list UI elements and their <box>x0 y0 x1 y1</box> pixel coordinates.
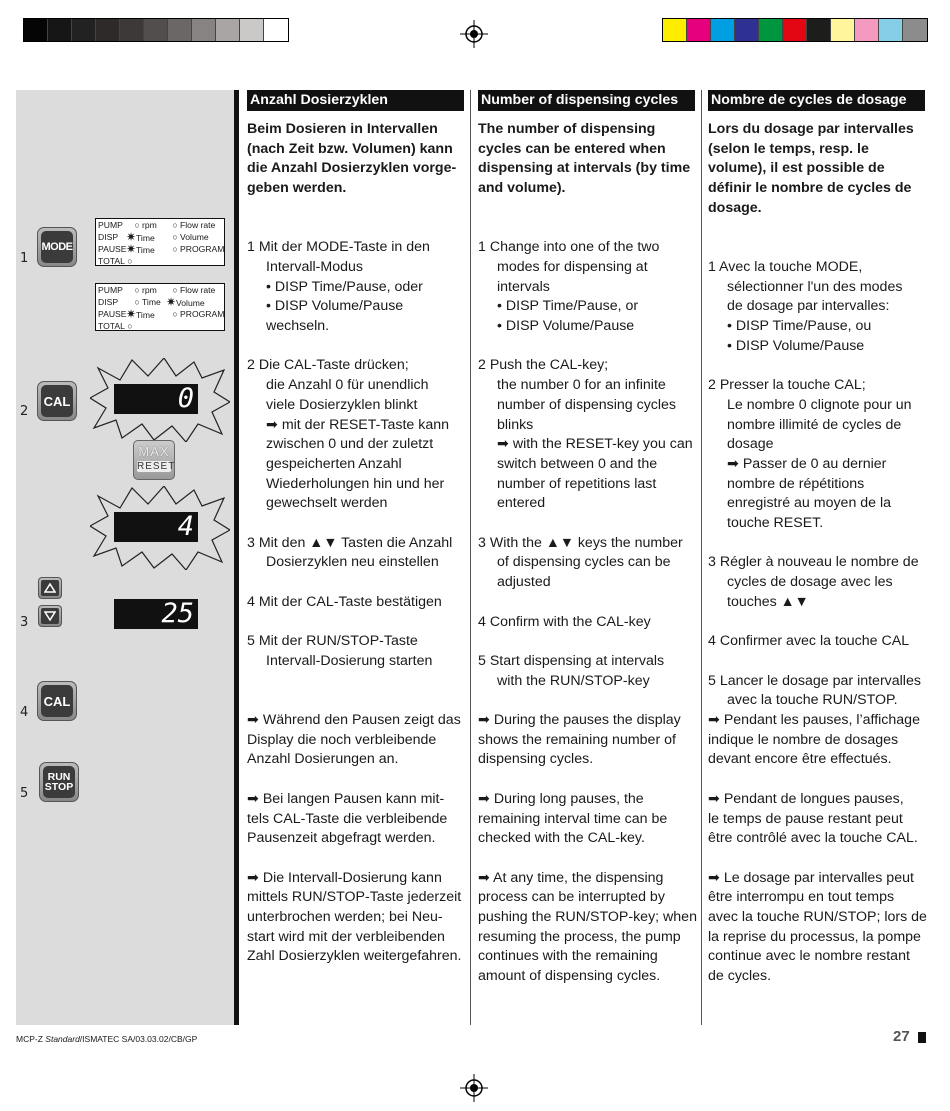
instruction-step-line: nombre de répétitions <box>727 475 865 492</box>
instruction-step-line: 4 Mit der CAL-Taste bestätigen <box>247 593 442 610</box>
flow-rate-label: Flow rate <box>180 285 216 295</box>
note-paragraph-line: indique le nombre de dosages <box>708 731 899 748</box>
step-number-4: 4 <box>20 705 29 720</box>
cal-key-label: CAL <box>41 685 73 717</box>
color-swatch <box>144 19 168 41</box>
standard-text: Standard <box>45 1034 80 1044</box>
rpm-label: rpm <box>142 285 157 295</box>
instruction-step-line: sélectionner l'un des modes <box>727 278 903 295</box>
note-paragraph-line: continues with the remaining <box>478 948 658 965</box>
disp-label: DISP <box>98 297 119 307</box>
color-swatch <box>903 19 927 41</box>
run-label: RUN <box>47 770 71 783</box>
note-paragraph-line: de cycles. <box>708 968 772 985</box>
led-off-icon: ○ <box>134 297 140 307</box>
time-label: Time <box>136 233 155 243</box>
note-paragraph-line: shows the remaining number of <box>478 731 676 748</box>
intro-text-line: The number of dispensing <box>478 121 656 137</box>
instruction-step-line: 1 Change into one of the two <box>478 239 660 256</box>
instruction-step-line: 5 Mit der RUN/STOP-Taste <box>247 633 418 650</box>
color-swatch <box>96 19 120 41</box>
instruction-step-line: 5 Lancer le dosage par intervalles <box>708 672 921 689</box>
note-paragraph-line: Anzahl Dosierungen an. <box>247 751 399 768</box>
instruction-step-line: blinks <box>497 416 534 433</box>
time-label: Time <box>136 310 155 320</box>
reset-label: RESET <box>137 461 176 472</box>
led-off-icon: ○ <box>172 232 178 242</box>
note-paragraph-line: ➡ At any time, the dispensing <box>478 869 664 886</box>
led-off-icon: ○ <box>172 285 178 295</box>
french-column <box>708 90 927 985</box>
instruction-step-line: • DISP Volume/Pause <box>497 318 635 334</box>
program-label: PROGRAM <box>180 309 225 319</box>
color-swatch <box>24 19 48 41</box>
time-label: Time <box>142 297 161 307</box>
instruction-step-line: 5 Start dispensing at intervals <box>478 652 665 669</box>
instruction-step-line: • DISP Time/Pause, or <box>497 298 639 315</box>
triangle-down-icon <box>44 611 56 621</box>
note-paragraph-line: Pausenzeit abgefragt werden. <box>247 830 436 847</box>
lcd-display-zero: 0 <box>114 384 198 414</box>
intro-text-line: définir le nombre de cycles de <box>708 180 912 197</box>
instruction-step-line: wechseln. <box>266 318 330 334</box>
led-off-icon: ○ <box>172 244 178 254</box>
volume-label: Volume <box>180 232 209 242</box>
intro-text-line: dosage. <box>708 199 762 216</box>
color-swatch <box>687 19 711 41</box>
color-swatch <box>192 19 216 41</box>
color-swatch <box>735 19 759 41</box>
total-label: TOTAL <box>98 256 125 266</box>
color-swatch <box>240 19 264 41</box>
color-swatch <box>168 19 192 41</box>
instruction-step-line: 1 Mit der MODE-Taste in den <box>247 239 430 256</box>
instruction-step-line: ➡ Passer de 0 au dernier <box>727 455 887 472</box>
instruction-step-line: the number 0 for an infinite <box>497 377 666 394</box>
instruction-step-line: touches ▲▼ <box>727 593 809 610</box>
instruction-step-line: entered <box>497 495 546 512</box>
intro-text-line: cycles can be entered when <box>478 140 666 157</box>
note-paragraph-line: ➡ Pendant les pauses, l’affichage <box>708 712 920 728</box>
note-paragraph-line: ➡ Pendant de longues pauses, <box>708 790 904 807</box>
led-blinking-icon: ✷ <box>126 242 137 256</box>
instruction-step-line: 3 Régler à nouveau le nombre de <box>708 554 919 571</box>
color-swatch <box>807 19 831 41</box>
instruction-step-line: gewechselt werden <box>266 495 388 512</box>
document-reference <box>16 1034 197 1044</box>
note-paragraph-line: unterbrochen werden; bei Neu- <box>247 909 443 925</box>
step-number-3: 3 <box>20 615 29 630</box>
step-number-2: 2 <box>20 404 29 419</box>
note-paragraph-line: ➡ During the pauses the display <box>478 712 681 728</box>
up-arrow-key-button[interactable] <box>38 577 62 599</box>
note-paragraph-line: process can be interrupted by <box>478 889 665 906</box>
led-off-icon: ○ <box>134 220 140 230</box>
cal-key-button[interactable] <box>37 681 77 721</box>
max-reset-key-button[interactable] <box>133 440 175 480</box>
step-number-1: 1 <box>20 251 29 266</box>
led-off-icon: ○ <box>127 256 133 266</box>
color-swatch <box>216 19 240 41</box>
note-paragraph-line: pushing the RUN/STOP-key; when <box>478 909 697 925</box>
instruction-step-line: Intervall-Modus <box>266 258 363 275</box>
instruction-step-line: intervals <box>497 278 550 295</box>
note-paragraph-line: ➡ Die Intervall-Dosierung kann <box>247 869 442 886</box>
english-column <box>478 90 697 985</box>
page-marker <box>918 1032 926 1043</box>
page-number: 27 <box>893 1028 910 1045</box>
status-indicator-panel <box>95 283 225 331</box>
model-text: MCP-Z <box>16 1034 43 1044</box>
intro-text-line: and volume). <box>478 180 566 197</box>
pause-label: PAUSE <box>98 244 127 254</box>
instruction-step-line: 4 Confirmer avec la touche CAL <box>708 633 910 650</box>
volume-label: Volume <box>176 298 205 308</box>
flow-rate-label: Flow rate <box>180 220 216 230</box>
color-swatch <box>855 19 879 41</box>
color-swatch <box>72 19 96 41</box>
section-heading: Number of dispensing cycles <box>478 90 695 111</box>
led-blinking-icon: ✷ <box>126 230 137 244</box>
intro-text-line: volume), il est possible de <box>708 160 885 177</box>
instruction-step-line: • DISP Time/Pause, ou <box>727 318 872 334</box>
note-paragraph-line: ➡ Le dosage par intervalles peut <box>708 869 914 886</box>
led-blinking-icon: ✷ <box>166 295 177 309</box>
intro-text-line: Lors du dosage par intervalles <box>708 121 914 137</box>
note-paragraph-line: avec la touche RUN/STOP; lors de <box>708 909 927 925</box>
note-paragraph-line: dispensing cycles. <box>478 751 594 768</box>
note-paragraph-line: ➡ Bei langen Pausen kann mit- <box>247 790 445 807</box>
instruction-step-line: modes for dispensing at <box>497 258 648 275</box>
instruction-step-line: adjusted <box>497 574 551 591</box>
led-off-icon: ○ <box>172 220 178 230</box>
color-swatch <box>120 19 144 41</box>
note-paragraph-line: la reprise du processus, la pompe <box>708 928 921 945</box>
led-blinking-icon: ✷ <box>126 307 137 321</box>
down-arrow-key-button[interactable] <box>38 605 62 627</box>
color-swatch <box>48 19 72 41</box>
section-heading: Anzahl Dosierzyklen <box>247 90 464 111</box>
note-paragraph-line: le temps de pause restant peut <box>708 810 903 827</box>
note-paragraph-line: mittels RUN/STOP-Taste jederzeit <box>247 889 462 906</box>
instruction-step-line: 2 Presser la touche CAL; <box>708 377 866 394</box>
note-paragraph-line: ➡ Während den Pausen zeigt das <box>247 712 461 728</box>
instruction-step-line: Dosierzyklen neu einstellen <box>266 554 439 571</box>
instruction-step-line: die Anzahl 0 für unendlich <box>266 377 429 394</box>
german-column <box>247 90 464 965</box>
instruction-step-line: switch between 0 and the <box>497 455 658 472</box>
color-swatch <box>759 19 783 41</box>
instruction-step-line: • DISP Time/Pause, oder <box>266 278 423 295</box>
cal-key-button[interactable] <box>37 381 77 421</box>
time-label: Time <box>136 245 155 255</box>
intro-text-line: (nach Zeit bzw. Volumen) kann <box>247 140 453 157</box>
lcd-display-four: 4 <box>114 512 198 542</box>
instruction-step-line: gespeicherten Anzahl <box>266 455 402 472</box>
note-paragraph-line: resuming the process, the pump <box>478 928 681 945</box>
instruction-step-line: 3 With the ▲▼ keys the number <box>478 534 683 551</box>
note-paragraph-line: start wird mit der verbleibenden <box>247 928 445 945</box>
column-divider <box>470 90 471 1025</box>
instruction-step-line: dosage <box>727 436 774 453</box>
column-divider <box>701 90 702 1025</box>
pause-label: PAUSE <box>98 309 127 319</box>
cal-key-label: CAL <box>41 385 73 417</box>
instruction-step-line: number of repetitions last <box>497 475 657 492</box>
color-swatch <box>879 19 903 41</box>
instruction-step-line: Wiederholungen hin und her <box>266 475 445 492</box>
instruction-step-line: avec la touche RUN/STOP. <box>727 692 898 709</box>
led-off-icon: ○ <box>172 309 178 319</box>
mode-key-button[interactable] <box>37 227 77 267</box>
instruction-step-line: Le nombre 0 clignote pour un <box>727 396 912 413</box>
note-paragraph-line: Display die noch verbleibende <box>247 731 437 748</box>
intro-text-line: Beim Dosieren in Intervallen <box>247 121 438 137</box>
registration-mark-icon <box>460 1074 488 1102</box>
note-paragraph-line: remaining interval time can be <box>478 810 668 827</box>
rpm-label: rpm <box>142 220 157 230</box>
instruction-step-line: viele Dosierzyklen blinkt <box>266 396 418 413</box>
instruction-step-line: 4 Confirm with the CAL-key <box>478 613 651 630</box>
intro-text-line: (selon le temps, resp. le <box>708 140 869 157</box>
run-stop-key-button[interactable] <box>39 762 79 802</box>
note-paragraph-line: ➡ During long pauses, the <box>478 790 644 807</box>
instruction-step-line: 2 Push the CAL-key; <box>478 357 609 374</box>
status-indicator-panel <box>95 218 225 266</box>
instruction-step-line: • DISP Volume/Pause <box>266 298 404 315</box>
max-label: MAX <box>138 444 170 459</box>
mode-key-label: MODE <box>41 231 73 263</box>
led-off-icon: ○ <box>127 321 133 331</box>
instruction-step-line: nombre illimité de cycles de <box>727 416 902 433</box>
panel-divider <box>234 90 239 1025</box>
total-label: TOTAL <box>98 321 125 331</box>
pump-label: PUMP <box>98 285 123 295</box>
intro-text-line: dispensing at intervals (by time <box>478 160 691 177</box>
instruction-step-line: zwischen 0 und der zuletzt <box>266 436 434 453</box>
intro-text-line: die Anzahl Dosierzyklen vorge- <box>247 160 457 177</box>
note-paragraph-line: continue avec le nombre restant <box>708 948 910 965</box>
instruction-step-line: 1 Avec la touche MODE, <box>708 258 863 275</box>
instruction-step-line: touche RESET. <box>727 515 824 531</box>
instruction-step-line: Intervall-Dosierung starten <box>266 652 433 669</box>
instruction-step-line: of dispensing cycles can be <box>497 554 671 571</box>
instruction-step-line: 3 Mit den ▲▼ Tasten die Anzahl <box>247 534 453 551</box>
note-paragraph-line: checked with the CAL-key. <box>478 830 645 847</box>
note-paragraph-line: devant encore être effectués. <box>708 751 892 768</box>
led-off-icon: ○ <box>134 285 140 295</box>
instruction-step-line: ➡ mit der RESET-Taste kann <box>266 416 449 433</box>
instruction-step-line: enregistré au moyen de la <box>727 495 892 512</box>
pump-label: PUMP <box>98 220 123 230</box>
color-swatch <box>831 19 855 41</box>
stop-label: STOP <box>44 781 74 793</box>
note-paragraph-line: amount of dispensing cycles. <box>478 968 661 985</box>
program-label: PROGRAM <box>180 244 225 254</box>
triangle-up-icon <box>44 583 56 593</box>
instruction-step-line: • DISP Volume/Pause <box>727 337 865 354</box>
instruction-step-line: de dosage par intervalles: <box>727 298 890 315</box>
color-swatch <box>663 19 687 41</box>
registration-mark-icon <box>460 20 488 48</box>
color-swatch <box>711 19 735 41</box>
color-swatch-bar <box>662 18 928 42</box>
disp-label: DISP <box>98 232 119 242</box>
section-heading: Nombre de cycles de dosage <box>708 90 925 111</box>
reference-text: /ISMATEC SA/03.03.02/CB/GP <box>79 1034 198 1044</box>
instruction-step-line: 2 Die CAL-Taste drücken; <box>247 357 409 374</box>
note-paragraph-line: être interrompu en tout temps <box>708 889 895 906</box>
color-swatch <box>783 19 807 41</box>
instruction-step-line: number of dispensing cycles <box>497 396 677 413</box>
color-swatch <box>264 19 288 41</box>
note-paragraph-line: Zahl Dosierzyklen weitergefahren. <box>247 948 462 965</box>
instruction-step-line: with the RUN/STOP-key <box>497 672 650 689</box>
lcd-display-twentyfive: 25 <box>114 599 198 629</box>
grayscale-swatch-bar <box>23 18 289 42</box>
note-paragraph-line: tels CAL-Taste die verbleibende <box>247 810 448 827</box>
note-paragraph-line: être contrôlé avec la touche CAL. <box>708 830 918 847</box>
step-number-5: 5 <box>20 786 29 801</box>
instruction-step-line: cycles de dosage avec les <box>727 574 893 591</box>
instruction-step-line: ➡ with the RESET-key you can <box>497 436 693 453</box>
intro-text-line: geben werden. <box>247 180 347 197</box>
